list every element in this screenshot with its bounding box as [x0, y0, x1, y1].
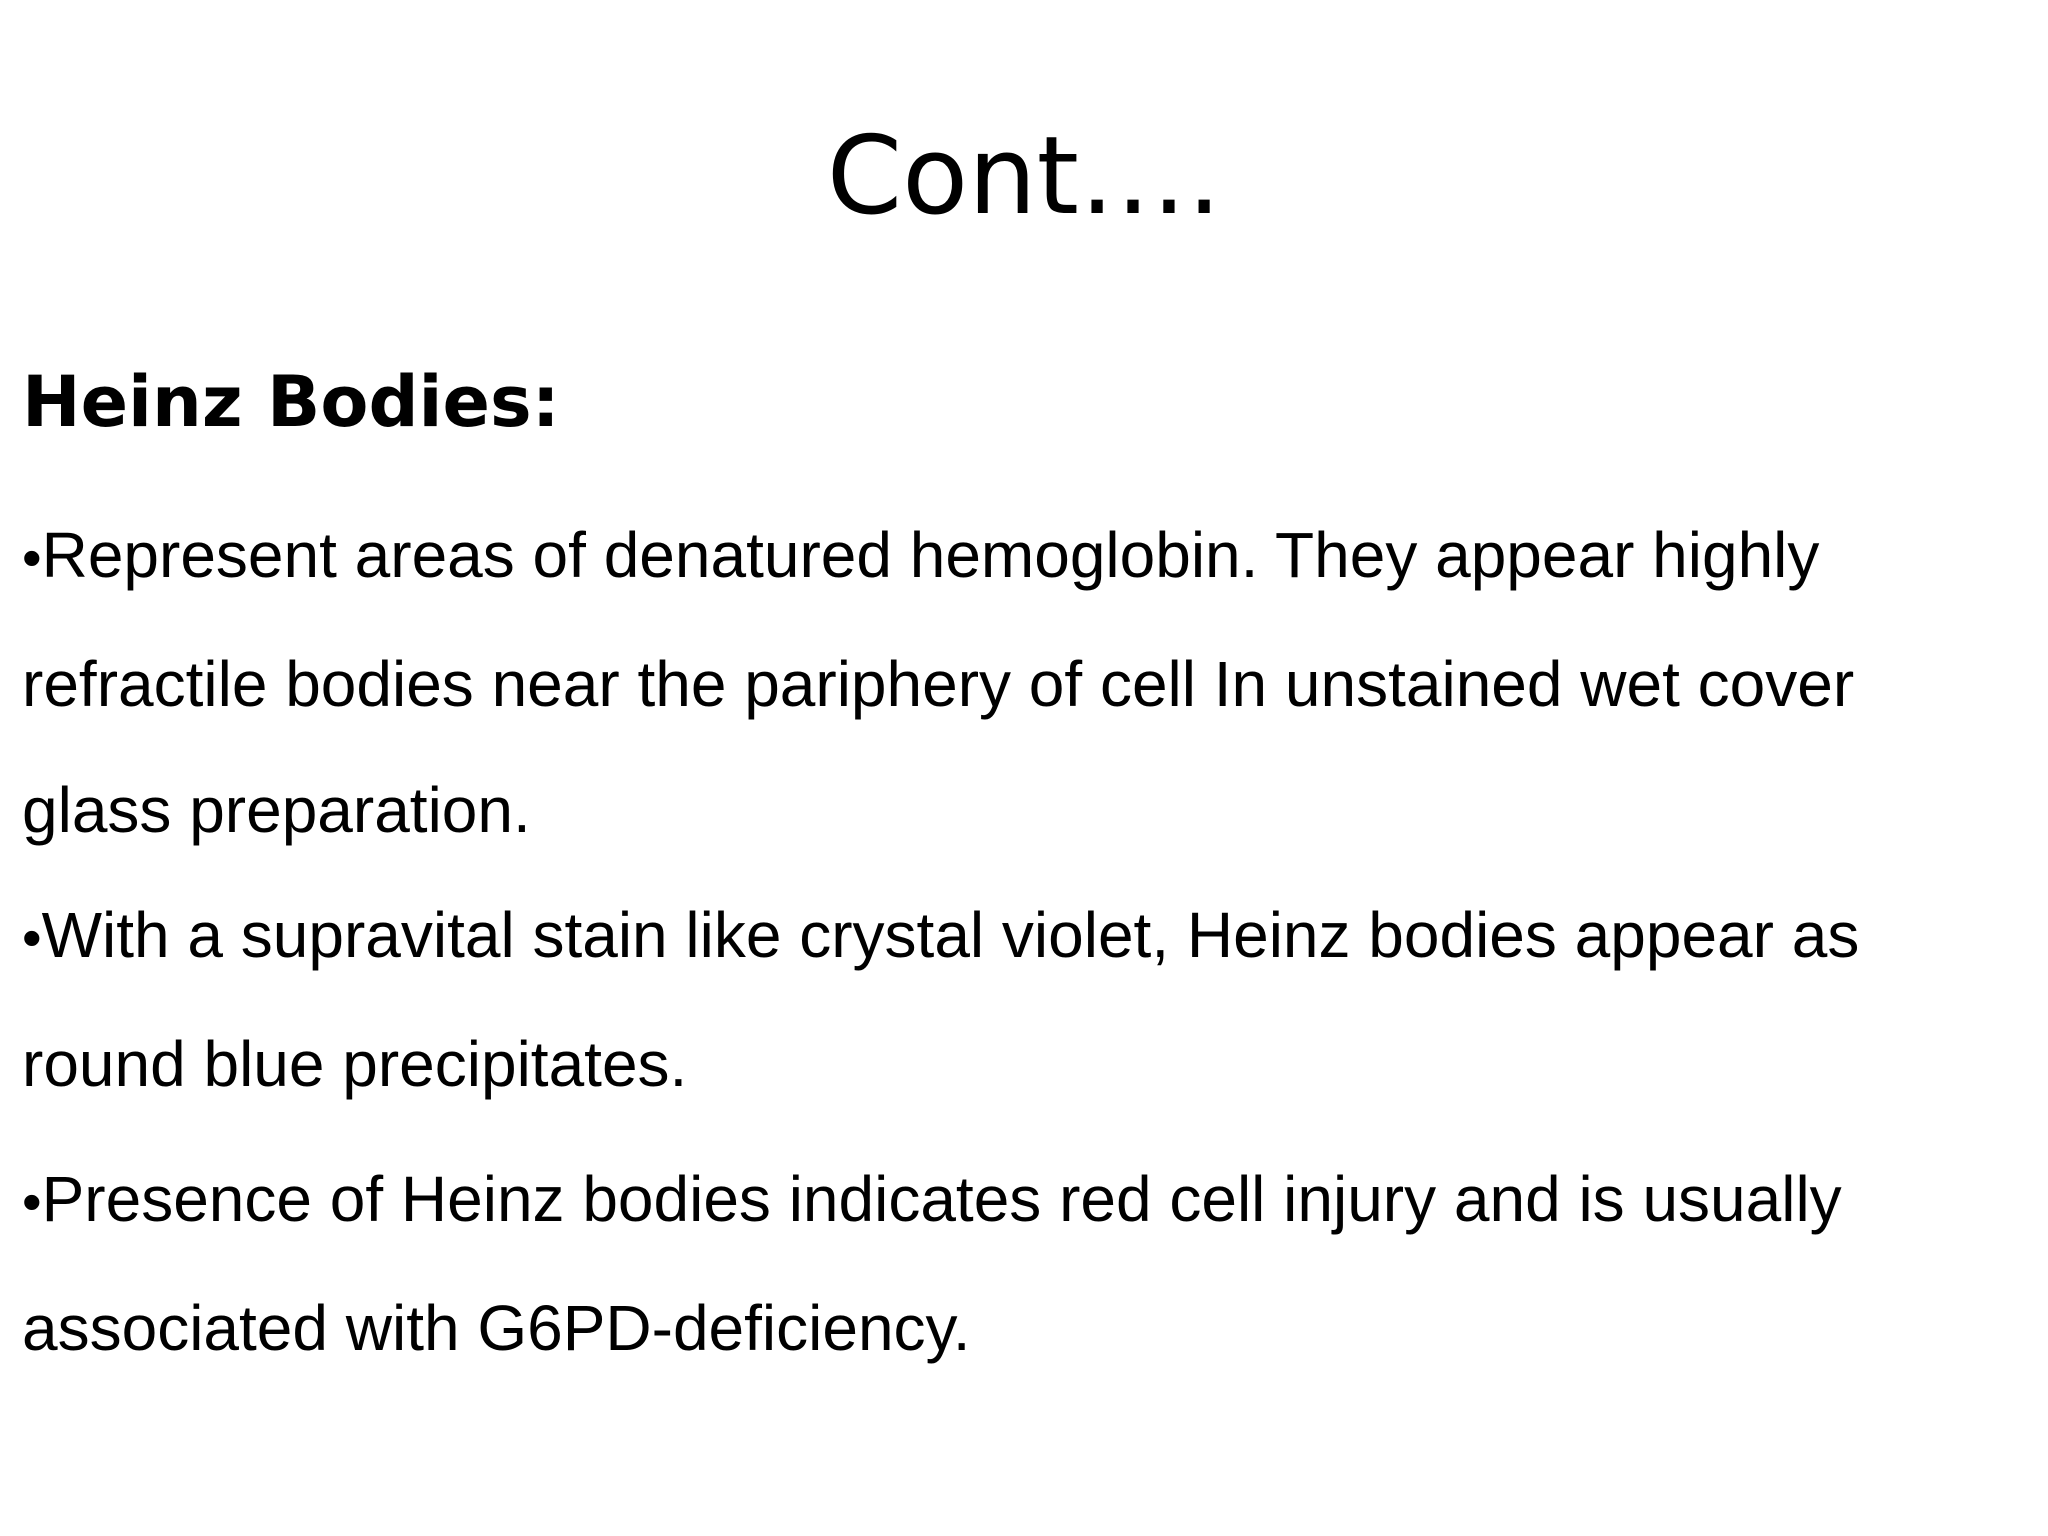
bullet-text: Presence of Heinz bodies indicates red cell injury and is usually associated with G6PD-deficiency.	[22, 1163, 1842, 1364]
bullet-text: With a supravital stain like crystal violet, Heinz bodies appear as round blue precipitates.	[22, 899, 1860, 1100]
section-heading: Heinz Bodies:	[22, 361, 560, 443]
slide-title: Cont….	[826, 114, 1222, 239]
bullet-marker: •	[22, 906, 42, 969]
bullet-item	[22, 492, 2012, 873]
bullet-item	[22, 1136, 2012, 1391]
bullet-marker: •	[22, 1170, 42, 1233]
bullet-text: Represent areas of denatured hemoglobin. They appear highly refractile bodies near the pariphery of cell In unstained wet cover glass preparation.	[22, 519, 1855, 846]
bullet-marker: •	[22, 526, 42, 589]
bullet-item	[22, 872, 2012, 1127]
